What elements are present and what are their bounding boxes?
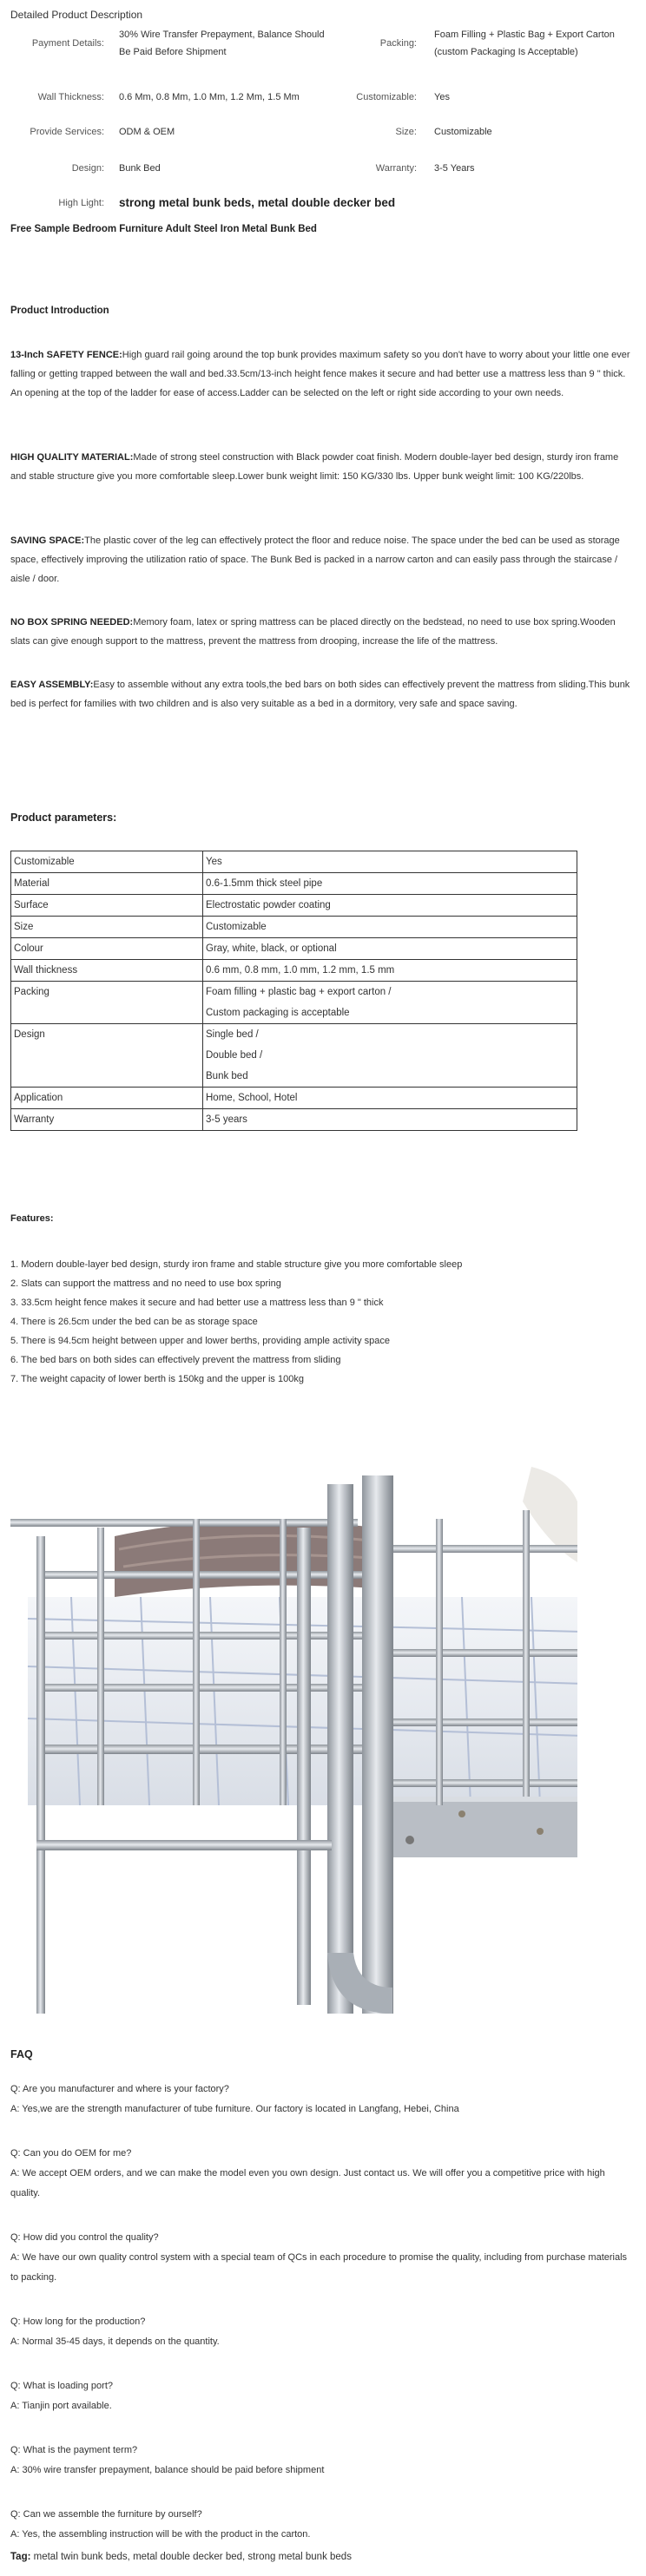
detail-label: Size: [395, 127, 417, 137]
table-row [11, 851, 577, 873]
table-row [11, 1024, 577, 1088]
page-title: Detailed Product Description [10, 9, 143, 21]
detail-label: Provide Services: [30, 127, 104, 137]
faq-answer: A: 30% wire transfer prepayment, balance should be paid before shipment [10, 2465, 325, 2475]
faq-question: Q: Can we assemble the furniture by ourself? [10, 2509, 202, 2520]
faq-section [10, 2048, 636, 2545]
detail-value: Yes [434, 92, 450, 102]
faq-question: Q: Are you manufacturer and where is your factory? [10, 2084, 229, 2094]
faq-answer: A: We accept OEM orders, and we can make the model even you own design. Just contact us. We will offer you a competitive price with high quality. [10, 2168, 605, 2198]
features-list [10, 1255, 618, 1389]
param-value-line: Gray, white, black, or optional [206, 943, 337, 954]
para-text: The plastic cover of the leg can effectively protect the floor and reduce noise. The space under the bed can be used as storage space, effectively improving the utilization ratio of space. The Bunk Bed is packed in a narrow carton and can easily pass through the staircase / aisle / door. [10, 536, 620, 584]
faq-item [10, 2505, 636, 2545]
para-title: EASY ASSEMBLY: [10, 680, 94, 690]
table-row [11, 960, 577, 982]
faq-item [10, 2080, 636, 2119]
detail-label: Customizable: [356, 92, 417, 102]
tag-link[interactable]: metal twin bunk beds [33, 2552, 128, 2562]
detail-label: Packing: [379, 38, 417, 49]
detail-label: Design: [71, 163, 104, 174]
faq-answer: A: Yes,we are the strength manufacturer of tube furniture. Our factory is located in Langfang, Hebei, China [10, 2104, 459, 2114]
param-value-line: 3-5 years [206, 1114, 247, 1125]
table-row [11, 1109, 577, 1131]
list-item: 1. Modern double-layer bed design, sturdy iron frame and stable structure give you more comfortable sleep [10, 1259, 463, 1270]
para-title: 13-Inch SAFETY FENCE: [10, 350, 122, 360]
table-row [11, 982, 577, 1024]
tag-list: Tag: metal twin bunk beds, metal double decker bed, strong metal bunk beds [10, 2552, 352, 2562]
intro-paragraph [10, 675, 634, 713]
detail-label: Payment Details: [31, 38, 104, 49]
list-item: 5. There is 94.5cm height between upper and lower berths, providing ample activity space [10, 1336, 390, 1346]
table-row [11, 917, 577, 938]
product-name: Free Sample Bedroom Furniture Adult Steel Iron Metal Bunk Bed [10, 224, 317, 234]
params-heading: Product parameters: [10, 812, 117, 824]
param-key: Warranty [11, 1109, 203, 1131]
intro-paragraph [10, 448, 634, 486]
param-key: Customizable [11, 851, 203, 873]
intro-paragraph [10, 613, 634, 651]
param-value-line: Single bed / [206, 1029, 259, 1040]
param-value-line: Home, School, Hotel [206, 1093, 298, 1103]
table-row [11, 895, 577, 917]
tag-link[interactable]: metal double decker bed [133, 2552, 243, 2562]
table-row [11, 938, 577, 960]
intro-paragraph [10, 345, 634, 403]
param-value-line: Customizable [206, 922, 267, 932]
param-value [203, 917, 577, 938]
list-item: 4. There is 26.5cm under the bed can be as storage space [10, 1317, 258, 1327]
param-key: Colour [11, 938, 203, 960]
param-key: Wall thickness [11, 960, 203, 982]
para-title: HIGH QUALITY MATERIAL: [10, 452, 134, 463]
para-text: Easy to assemble without any extra tools,the bed bars on both sides can effectively prevent the mattress from sliding.This bunk bed is perfect for families with two children and is also very suitable as a bed in a dormitory, very safe and space saving. [10, 680, 630, 709]
list-item: 7. The weight capacity of lower berth is 150kg and the upper is 100kg [10, 1374, 304, 1384]
faq-heading: FAQ [10, 2048, 33, 2060]
param-value-line: Double bed / [206, 1050, 263, 1061]
intro-heading: Product Introduction [10, 306, 109, 316]
faq-question: Q: Can you do OEM for me? [10, 2148, 132, 2159]
detail-value: 30% Wire Transfer Prepayment, Balance Should Be Paid Before Shipment [119, 30, 325, 57]
param-key: Design [11, 1024, 203, 1088]
bunk-bed-illustration [10, 1467, 577, 2014]
param-value-line: Electrostatic powder coating [206, 900, 331, 910]
faq-question: Q: What is the payment term? [10, 2445, 138, 2455]
para-title: SAVING SPACE: [10, 536, 85, 546]
list-item: 6. The bed bars on both sides can effectively prevent the mattress from sliding [10, 1355, 341, 1365]
param-value [203, 1088, 577, 1109]
detail-label: Warranty: [375, 163, 417, 174]
param-value-line: Custom packaging is acceptable [206, 1008, 350, 1018]
detail-value: ODM & OEM [119, 127, 175, 137]
para-text: Made of strong steel construction with Black powder coat finish. Modern double-layer bed design, sturdy iron frame and stable structure give you more comfortable sleep.Lower bunk weight limit: 150 KG/330 lbs. Upper bunk weight limit: 100 KG/220lbs. [10, 452, 619, 482]
detail-label: Wall Thickness: [37, 92, 104, 102]
param-value [203, 938, 577, 960]
table-row [11, 1088, 577, 1109]
faq-item [10, 2376, 636, 2416]
param-value [203, 873, 577, 895]
faq-answer: A: Yes, the assembling instruction will be with the product in the carton. [10, 2529, 311, 2540]
product-photo [10, 1467, 577, 2014]
detail-label: High Light: [58, 198, 104, 208]
table-row [11, 873, 577, 895]
list-item: 2. Slats can support the mattress and no need to use box spring [10, 1278, 281, 1289]
detail-value: 0.6 Mm, 0.8 Mm, 1.0 Mm, 1.2 Mm, 1.5 Mm [119, 92, 300, 102]
param-value [203, 851, 577, 873]
detail-value: Bunk Bed [119, 163, 161, 174]
faq-question: Q: How long for the production? [10, 2316, 146, 2327]
param-value-line: 0.6-1.5mm thick steel pipe [206, 878, 323, 889]
faq-item [10, 2228, 636, 2288]
faq-question: Q: How did you control the quality? [10, 2232, 159, 2243]
param-value-line: 0.6 mm, 0.8 mm, 1.0 mm, 1.2 mm, 1.5 mm [206, 965, 395, 976]
faq-item [10, 2144, 636, 2204]
faq-answer: A: Tianjin port available. [10, 2401, 112, 2411]
tag-link[interactable]: strong metal bunk beds [247, 2552, 352, 2562]
faq-answer: A: We have our own quality control system with a special team of QCs in each procedure to promise the quality, including from purchase materials to packing. [10, 2252, 628, 2283]
param-value-line: Bunk bed [206, 1071, 248, 1081]
param-value [203, 895, 577, 917]
para-text: Memory foam, latex or spring mattress can be placed directly on the bedstead, no need to use box spring.Wooden slats can give enough support to the mattress, prevent the mattress from drooping, increase the life of the mattress. [10, 617, 616, 647]
features-heading: Features: [10, 1213, 54, 1224]
param-value [203, 960, 577, 982]
param-key: Material [11, 873, 203, 895]
detail-value: Customizable [434, 127, 492, 137]
faq-question: Q: What is loading port? [10, 2381, 114, 2391]
param-value [203, 1024, 577, 1088]
faq-answer: A: Normal 35-45 days, it depends on the quantity. [10, 2336, 220, 2347]
highlight-value: strong metal bunk beds, metal double decker bed [119, 196, 396, 209]
faq-item [10, 2441, 636, 2481]
intro-paragraph [10, 531, 634, 588]
params-table [10, 851, 577, 1131]
faq-item [10, 2312, 636, 2352]
param-value [203, 1109, 577, 1131]
param-value-line: Yes [206, 857, 222, 867]
tag-label: Tag: [10, 2552, 31, 2562]
param-key: Surface [11, 895, 203, 917]
para-text: High guard rail going around the top bunk provides maximum safety so you don't have to worry about your little one ever falling or getting trapped between the wall and bed.33.5cm/13-inch height fence makes it secure and had better use a mattress less than 9 " thick. An opening at the top of the ladder for ease of access.Ladder can be selected on the left or right side according to your own needs. [10, 350, 630, 398]
param-value [203, 982, 577, 1024]
param-key: Packing [11, 982, 203, 1024]
param-value-line: Foam filling + plastic bag + export carton / [206, 987, 392, 997]
detail-value: Foam Filling + Plastic Bag + Export Carton (custom Packaging Is Acceptable) [434, 30, 615, 57]
detail-value: 3-5 Years [434, 163, 475, 174]
list-item: 3. 33.5cm height fence makes it secure and had better use a mattress less than 9 " thick [10, 1298, 384, 1308]
param-key: Application [11, 1088, 203, 1109]
param-key: Size [11, 917, 203, 938]
para-title: NO BOX SPRING NEEDED: [10, 617, 134, 628]
